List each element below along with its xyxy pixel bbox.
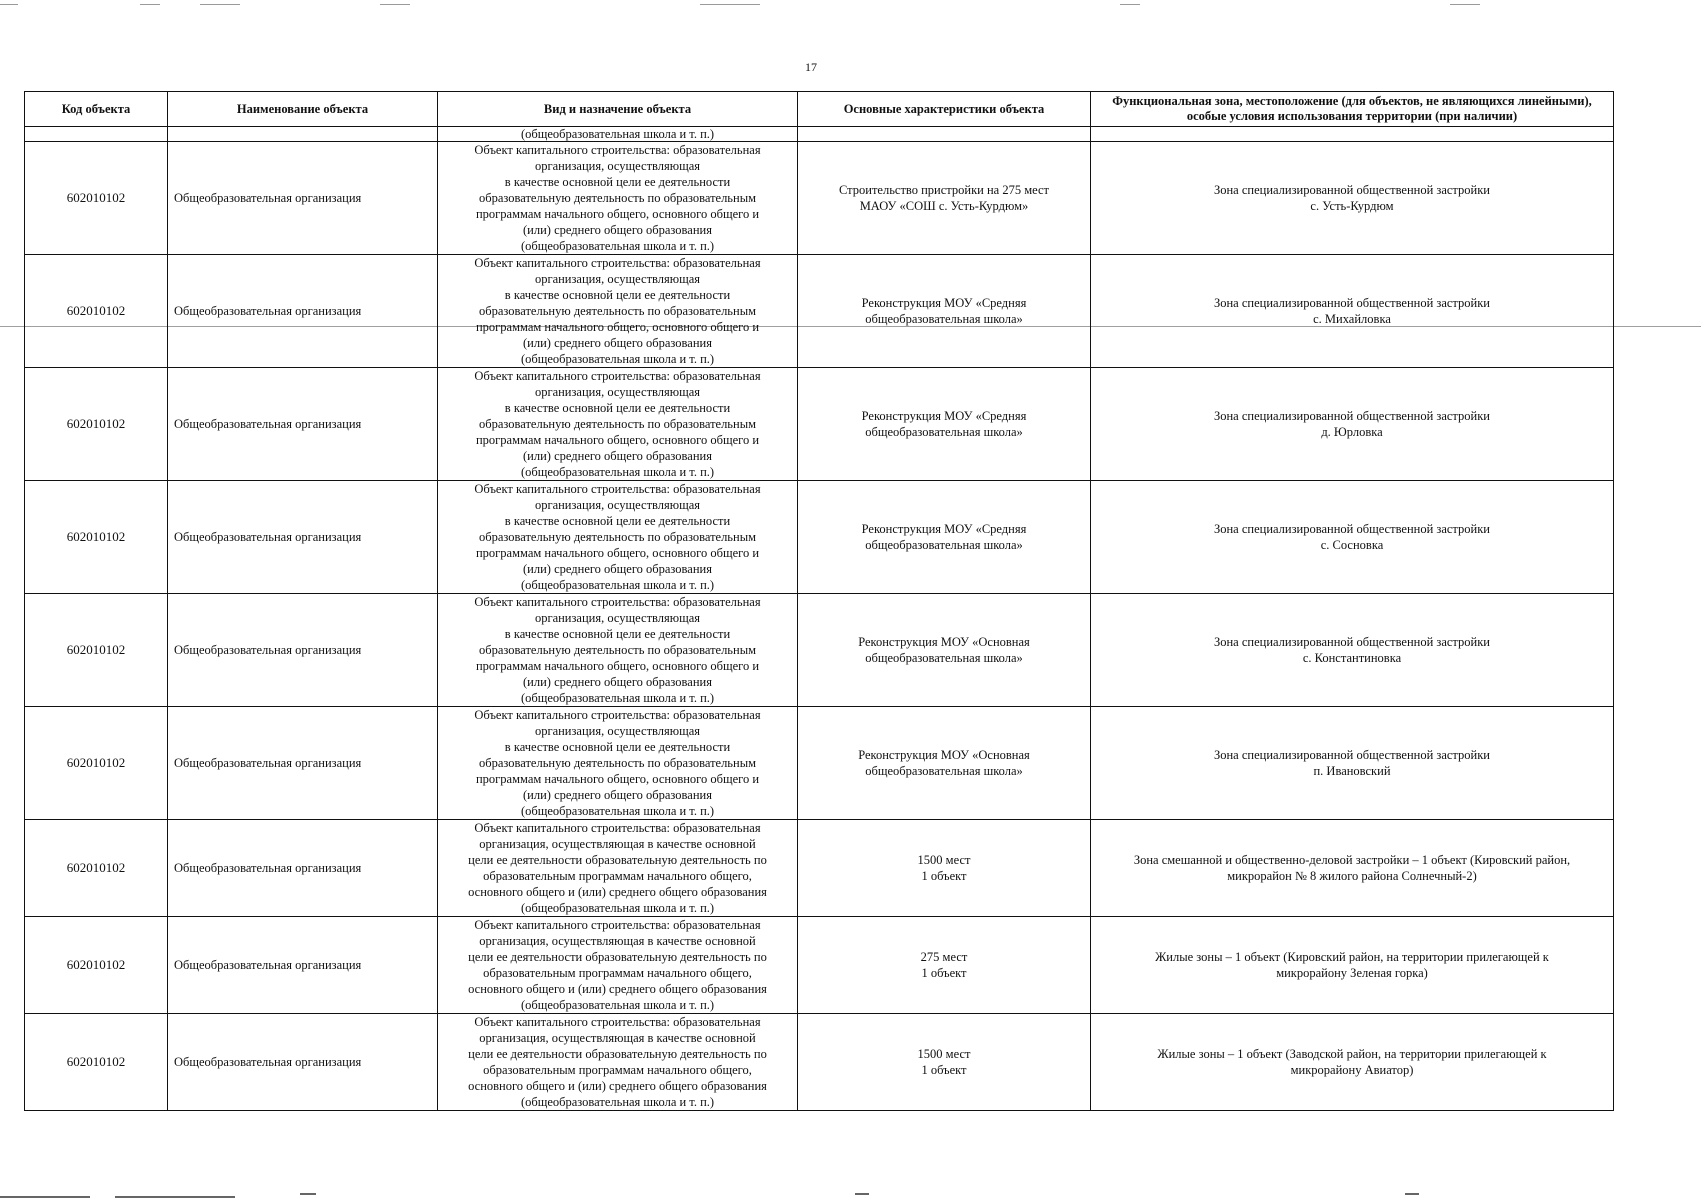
purpose-line: (общеобразовательная школа и т. п.) bbox=[520, 578, 715, 592]
characteristics-line: 1500 мест bbox=[917, 1047, 971, 1061]
characteristics-line: общеобразовательная школа» bbox=[865, 764, 1023, 778]
purpose-line: основного общего и (или) среднего общего образования bbox=[468, 982, 767, 996]
characteristics-line: 1500 мест bbox=[917, 853, 971, 867]
purpose-line: в качестве основной цели ее деятельности bbox=[504, 740, 731, 754]
purpose-line: основного общего и (или) среднего общего образования bbox=[468, 1079, 767, 1093]
purpose-line: образовательную деятельность по образовательным bbox=[478, 417, 757, 431]
table-row bbox=[25, 368, 1614, 481]
purpose-line: образовательную деятельность по образовательным bbox=[478, 304, 757, 318]
zone-line: микрорайону Зеленая горка) bbox=[1276, 966, 1428, 980]
object-code: 602010102 bbox=[25, 368, 168, 481]
table-row bbox=[25, 142, 1614, 255]
purpose-line: (общеобразовательная школа и т. п.) bbox=[520, 691, 715, 705]
purpose-line: образовательную деятельность по образовательным bbox=[478, 191, 757, 205]
object-zone bbox=[1091, 368, 1614, 481]
characteristics-line: общеобразовательная школа» bbox=[865, 651, 1023, 665]
purpose-line: организация, осуществляющая в качестве основной bbox=[479, 1031, 756, 1045]
zone-line: Зона специализированной общественной застройки bbox=[1213, 183, 1490, 197]
object-characteristics bbox=[798, 1014, 1091, 1111]
continuation-characteristics-cell bbox=[798, 127, 1091, 142]
table-header bbox=[25, 92, 1614, 127]
object-characteristics bbox=[798, 594, 1091, 707]
purpose-line: программам начального общего, основного общего и bbox=[475, 772, 760, 786]
purpose-line: (или) среднего общего образования bbox=[523, 223, 712, 237]
object-characteristics bbox=[798, 917, 1091, 1014]
objects-table bbox=[24, 91, 1614, 1111]
object-purpose bbox=[438, 707, 798, 820]
purpose-line: образовательным программам начального общего, bbox=[483, 966, 752, 980]
purpose-line: (общеобразовательная школа и т. п.) bbox=[520, 465, 715, 479]
characteristics-line: Реконструкция МОУ «Средняя bbox=[861, 522, 1027, 536]
purpose-line: (общеобразовательная школа и т. п.) bbox=[520, 239, 715, 253]
characteristics-line: общеобразовательная школа» bbox=[865, 312, 1023, 326]
object-name: Общеобразовательная организация bbox=[168, 594, 438, 707]
purpose-line: организация, осуществляющая bbox=[534, 385, 701, 399]
zone-line: микрорайон № 8 жилого района Солнечный-2) bbox=[1227, 869, 1477, 883]
object-characteristics bbox=[798, 481, 1091, 594]
purpose-line: (общеобразовательная школа и т. п.) bbox=[520, 901, 715, 915]
object-code: 602010102 bbox=[25, 1014, 168, 1111]
characteristics-line: 1 объект bbox=[921, 966, 967, 980]
purpose-line: (общеобразовательная школа и т. п.) bbox=[520, 998, 715, 1012]
purpose-line: программам начального общего, основного общего и bbox=[475, 659, 760, 673]
purpose-line: Объект капитального строительства: образовательная bbox=[474, 369, 761, 383]
zone-line: с. Сосновка bbox=[1320, 538, 1384, 552]
object-zone bbox=[1091, 594, 1614, 707]
purpose-line: организация, осуществляющая bbox=[534, 724, 701, 738]
purpose-line: программам начального общего, основного общего и bbox=[475, 546, 760, 560]
purpose-line: программам начального общего, основного общего и bbox=[475, 433, 760, 447]
object-code: 602010102 bbox=[25, 820, 168, 917]
table-row bbox=[25, 917, 1614, 1014]
purpose-line: Объект капитального строительства: образовательная bbox=[474, 918, 761, 932]
zone-line: Зона смешанной и общественно-деловой застройки – 1 объект (Кировский район, bbox=[1133, 853, 1571, 867]
purpose-line: (общеобразовательная школа и т. п.) bbox=[520, 1095, 715, 1109]
object-code: 602010102 bbox=[25, 917, 168, 1014]
header-purpose: Вид и назначение объекта bbox=[438, 92, 798, 127]
object-name: Общеобразовательная организация bbox=[168, 142, 438, 255]
zone-line: Жилые зоны – 1 объект (Заводской район, на территории прилегающей к bbox=[1157, 1047, 1547, 1061]
object-purpose bbox=[438, 481, 798, 594]
object-zone bbox=[1091, 820, 1614, 917]
object-characteristics bbox=[798, 368, 1091, 481]
zone-line: Зона специализированной общественной застройки bbox=[1213, 409, 1490, 423]
header-characteristics: Основные характеристики объекта bbox=[798, 92, 1091, 127]
purpose-line: (общеобразовательная школа и т. п.) bbox=[520, 804, 715, 818]
purpose-line: образовательным программам начального общего, bbox=[483, 869, 752, 883]
table-row bbox=[25, 481, 1614, 594]
characteristics-line: Реконструкция МОУ «Основная bbox=[858, 635, 1030, 649]
characteristics-line: 1 объект bbox=[921, 869, 967, 883]
table-row bbox=[25, 255, 1614, 368]
table-row bbox=[25, 594, 1614, 707]
object-purpose bbox=[438, 594, 798, 707]
object-characteristics bbox=[798, 707, 1091, 820]
object-purpose bbox=[438, 255, 798, 368]
continuation-purpose-cell: (общеобразовательная школа и т. п.) bbox=[438, 127, 798, 142]
object-characteristics bbox=[798, 820, 1091, 917]
purpose-line: Объект капитального строительства: образовательная bbox=[474, 821, 761, 835]
header-zone-line: линейными), особые условия использования территории (при наличии) bbox=[1186, 94, 1592, 123]
purpose-line: в качестве основной цели ее деятельности bbox=[504, 627, 731, 641]
zone-line: п. Ивановский bbox=[1313, 764, 1391, 778]
object-code: 602010102 bbox=[25, 481, 168, 594]
zone-line: микрорайону Авиатор) bbox=[1290, 1063, 1414, 1077]
characteristics-line: Реконструкция МОУ «Основная bbox=[858, 748, 1030, 762]
zone-line: Зона специализированной общественной застройки bbox=[1213, 296, 1490, 310]
zone-line: с. Усть-Курдюм bbox=[1310, 199, 1394, 213]
object-code: 602010102 bbox=[25, 255, 168, 368]
characteristics-line: Строительство пристройки на 275 мест bbox=[838, 183, 1050, 197]
purpose-line: организация, осуществляющая bbox=[534, 272, 701, 286]
scan-edge-artifacts bbox=[0, 0, 1701, 14]
purpose-line: организация, осуществляющая bbox=[534, 611, 701, 625]
purpose-line: (или) среднего общего образования bbox=[523, 336, 712, 350]
purpose-line: в качестве основной цели ее деятельности bbox=[504, 288, 731, 302]
object-name: Общеобразовательная организация bbox=[168, 1014, 438, 1111]
purpose-line: образовательную деятельность по образовательным bbox=[478, 756, 757, 770]
purpose-line: организация, осуществляющая bbox=[534, 498, 701, 512]
zone-line: Зона специализированной общественной застройки bbox=[1213, 635, 1490, 649]
object-name: Общеобразовательная организация bbox=[168, 368, 438, 481]
purpose-line: Объект капитального строительства: образовательная bbox=[474, 256, 761, 270]
zone-line: с. Михайловка bbox=[1313, 312, 1391, 326]
object-characteristics bbox=[798, 142, 1091, 255]
characteristics-line: 275 мест bbox=[920, 950, 968, 964]
purpose-line: Объект капитального строительства: образовательная bbox=[474, 708, 761, 722]
purpose-line: в качестве основной цели ее деятельности bbox=[504, 175, 731, 189]
purpose-line: цели ее деятельности образовательную деятельность по bbox=[468, 1047, 767, 1061]
header-row bbox=[25, 92, 1614, 127]
purpose-line: образовательную деятельность по образовательным bbox=[478, 643, 757, 657]
purpose-line: цели ее деятельности образовательную деятельность по bbox=[468, 853, 767, 867]
continuation-code-cell bbox=[25, 127, 168, 142]
object-name: Общеобразовательная организация bbox=[168, 917, 438, 1014]
table-row bbox=[25, 1014, 1614, 1111]
object-code: 602010102 bbox=[25, 707, 168, 820]
object-code: 602010102 bbox=[25, 142, 168, 255]
characteristics-line: Реконструкция МОУ «Средняя bbox=[861, 409, 1027, 423]
purpose-line: Объект капитального строительства: образовательная bbox=[474, 1015, 761, 1029]
purpose-line: (или) среднего общего образования bbox=[523, 675, 712, 689]
header-zone-line: Функциональная зона, местоположение (для объектов, не являющихся bbox=[1112, 94, 1515, 108]
object-name: Общеобразовательная организация bbox=[168, 707, 438, 820]
purpose-line: Объект капитального строительства: образовательная bbox=[474, 595, 761, 609]
purpose-line: образовательную деятельность по образовательным bbox=[478, 530, 757, 544]
header-zone bbox=[1091, 92, 1614, 127]
object-code: 602010102 bbox=[25, 594, 168, 707]
table-row bbox=[25, 820, 1614, 917]
purpose-line: (или) среднего общего образования bbox=[523, 788, 712, 802]
purpose-line: организация, осуществляющая в качестве основной bbox=[479, 934, 756, 948]
continuation-zone-cell bbox=[1091, 127, 1614, 142]
characteristics-line: МАОУ «СОШ с. Усть-Курдюм» bbox=[859, 199, 1029, 213]
purpose-line: организация, осуществляющая bbox=[534, 159, 701, 173]
purpose-line: в качестве основной цели ее деятельности bbox=[504, 514, 731, 528]
header-code: Код объекта bbox=[25, 92, 168, 127]
object-purpose bbox=[438, 820, 798, 917]
zone-line: Жилые зоны – 1 объект (Кировский район, на территории прилегающей к bbox=[1155, 950, 1549, 964]
object-zone bbox=[1091, 255, 1614, 368]
object-characteristics bbox=[798, 255, 1091, 368]
purpose-line: цели ее деятельности образовательную деятельность по bbox=[468, 950, 767, 964]
zone-line: Зона специализированной общественной застройки bbox=[1213, 522, 1490, 536]
zone-line: Зона специализированной общественной застройки bbox=[1213, 748, 1490, 762]
continuation-row bbox=[25, 127, 1614, 142]
table-row bbox=[25, 707, 1614, 820]
object-purpose bbox=[438, 1014, 798, 1111]
zone-line: д. Юрловка bbox=[1321, 425, 1383, 439]
object-name: Общеобразовательная организация bbox=[168, 255, 438, 368]
purpose-line: образовательным программам начального общего, bbox=[483, 1063, 752, 1077]
purpose-line: (общеобразовательная школа и т. п.) bbox=[520, 352, 715, 366]
object-zone bbox=[1091, 481, 1614, 594]
characteristics-line: общеобразовательная школа» bbox=[865, 425, 1023, 439]
continuation-name-cell bbox=[168, 127, 438, 142]
purpose-line: программам начального общего, основного общего и bbox=[475, 320, 760, 334]
purpose-line: организация, осуществляющая в качестве основной bbox=[479, 837, 756, 851]
object-name: Общеобразовательная организация bbox=[168, 481, 438, 594]
table-body bbox=[25, 127, 1614, 1111]
purpose-line: в качестве основной цели ее деятельности bbox=[504, 401, 731, 415]
zone-line: с. Константиновка bbox=[1302, 651, 1402, 665]
characteristics-line: общеобразовательная школа» bbox=[865, 538, 1023, 552]
header-name: Наименование объекта bbox=[168, 92, 438, 127]
purpose-line: программам начального общего, основного общего и bbox=[475, 207, 760, 221]
object-purpose bbox=[438, 368, 798, 481]
page-number: 17 bbox=[805, 60, 817, 74]
characteristics-line: Реконструкция МОУ «Средняя bbox=[861, 296, 1027, 310]
characteristics-line: 1 объект bbox=[921, 1063, 967, 1077]
object-zone bbox=[1091, 142, 1614, 255]
purpose-line: основного общего и (или) среднего общего образования bbox=[468, 885, 767, 899]
object-zone bbox=[1091, 917, 1614, 1014]
object-name: Общеобразовательная организация bbox=[168, 820, 438, 917]
object-zone bbox=[1091, 1014, 1614, 1111]
object-purpose bbox=[438, 142, 798, 255]
object-purpose bbox=[438, 917, 798, 1014]
purpose-line: Объект капитального строительства: образовательная bbox=[474, 143, 761, 157]
purpose-line: (или) среднего общего образования bbox=[523, 449, 712, 463]
purpose-line: (или) среднего общего образования bbox=[523, 562, 712, 576]
object-zone bbox=[1091, 707, 1614, 820]
purpose-line: Объект капитального строительства: образовательная bbox=[474, 482, 761, 496]
